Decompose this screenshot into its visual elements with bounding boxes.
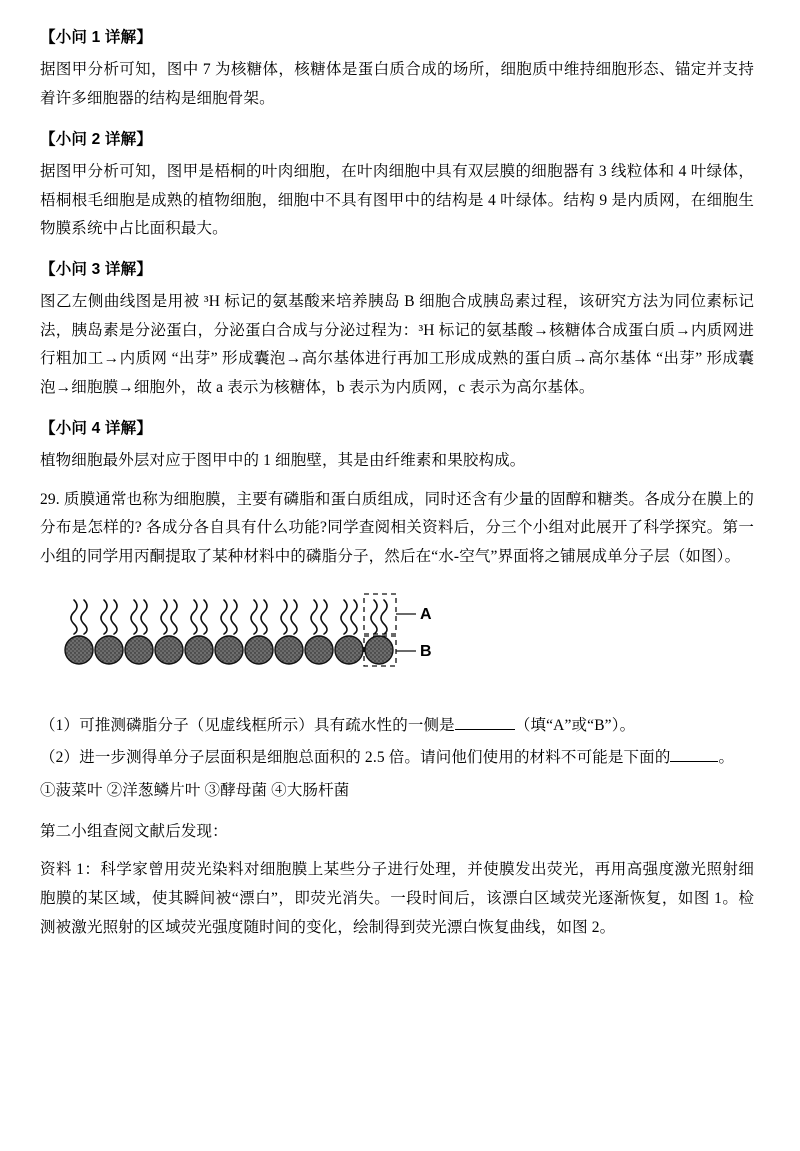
- section-paragraph-1: 据图甲分析可知，图中 7 为核糖体，核糖体是蛋白质合成的场所，细胞质中维持细胞形态、锚定并支持着许多细胞器的结构是细胞骨架。: [40, 61, 754, 107]
- group2-intro: 第二小组查阅文献后发现：: [40, 822, 228, 840]
- sub-question-1-prefix: （1）可推测磷脂分子（见虚线框所示）具有疏水性的一侧是: [40, 716, 455, 734]
- section-heading-2: 【小问 2 详解】: [40, 130, 153, 148]
- phospholipid-diagram-svg: [58, 588, 478, 700]
- answer-blank-2[interactable]: [670, 747, 718, 763]
- section-heading-1: 【小问 1 详解】: [40, 29, 153, 46]
- section-paragraph-2: 据图甲分析可知，图甲是梧桐的叶肉细胞，在叶肉细胞中具有双层膜的细胞器有 3 线粒体和 4 叶绿体，梧桐根毛细胞是成熟的植物细胞，细胞中不具有图甲中的结构是 4 叶绿体。结构 9 是内质网，在细胞生物膜系统中占比面积最大。: [40, 162, 754, 238]
- section-heading-4: 【小问 4 详解】: [40, 419, 153, 437]
- section-paragraph-3: 图乙左侧曲线图是用被 ³H 标记的氨基酸来培养胰岛 B 细胞合成胰岛素过程，该研究方法为同位素标记法，胰岛素是分泌蛋白，分泌蛋白合成与分泌过程为：³H 标记的氨基酸→核糖体合成蛋白质→内质网进行粗加工→内质网 “出芽” 形成囊泡→高尔基体进行再加工形成成熟的蛋白质→高尔基体 “出芽” 形成囊泡→细胞膜→细胞外，故 a 表示为核糖体，b 表示为内质网，c 表示为高尔基体。: [40, 293, 754, 397]
- question-29-stem: 29. 质膜通常也称为细胞膜，主要有磷脂和蛋白质组成，同时还含有少量的固醇和糖类。各成分在膜上的分布是怎样的? 各成分各自具有什么功能?同学查阅相关资料后，分三个小组对此展开了科学探究。第一小组的同学用丙酮提取了某种材料中的磷脂分子，然后在“水-空气”界面将之铺展成单分子层（如图）。: [40, 490, 754, 566]
- material-1-text: 资料 1：科学家曾用荧光染料对细胞膜上某些分子进行处理，并使膜发出荧光，再用高强度激光照射细胞膜的某区域，使其瞬间被“漂白”，即荧光消失。一段时间后，该漂白区域荧光逐渐恢复，如图 1。检测被激光照射的区域荧光强度随时间的变化，绘制得到荧光漂白恢复曲线，如图 2。: [40, 861, 754, 936]
- figure-label-b: B: [420, 642, 432, 660]
- sub-question-1: [40, 712, 754, 741]
- answer-options-list: ①菠菜叶 ②洋葱鳞片叶 ③酵母菌 ④大肠杆菌: [40, 782, 350, 800]
- section-paragraph-4: 植物细胞最外层对应于图甲中的 1 细胞壁，其是由纤维素和果胶构成。: [40, 452, 526, 470]
- sub-question-2-suffix: 。: [718, 749, 735, 767]
- dashed-box-tails: [364, 594, 396, 634]
- answer-blank-1[interactable]: [455, 714, 515, 730]
- sub-question-1-suffix: （填“A”或“B”）。: [514, 716, 636, 734]
- sub-question-2-prefix: （2）进一步测得单分子层面积是细胞总面积的 2.5 倍。请问他们使用的材料不可能是下面的: [40, 749, 671, 767]
- sub-question-2: [40, 744, 754, 773]
- phospholipid-monolayer-figure: [58, 588, 754, 700]
- section-heading-3: 【小问 3 详解】: [40, 260, 153, 278]
- figure-label-a: A: [420, 605, 432, 623]
